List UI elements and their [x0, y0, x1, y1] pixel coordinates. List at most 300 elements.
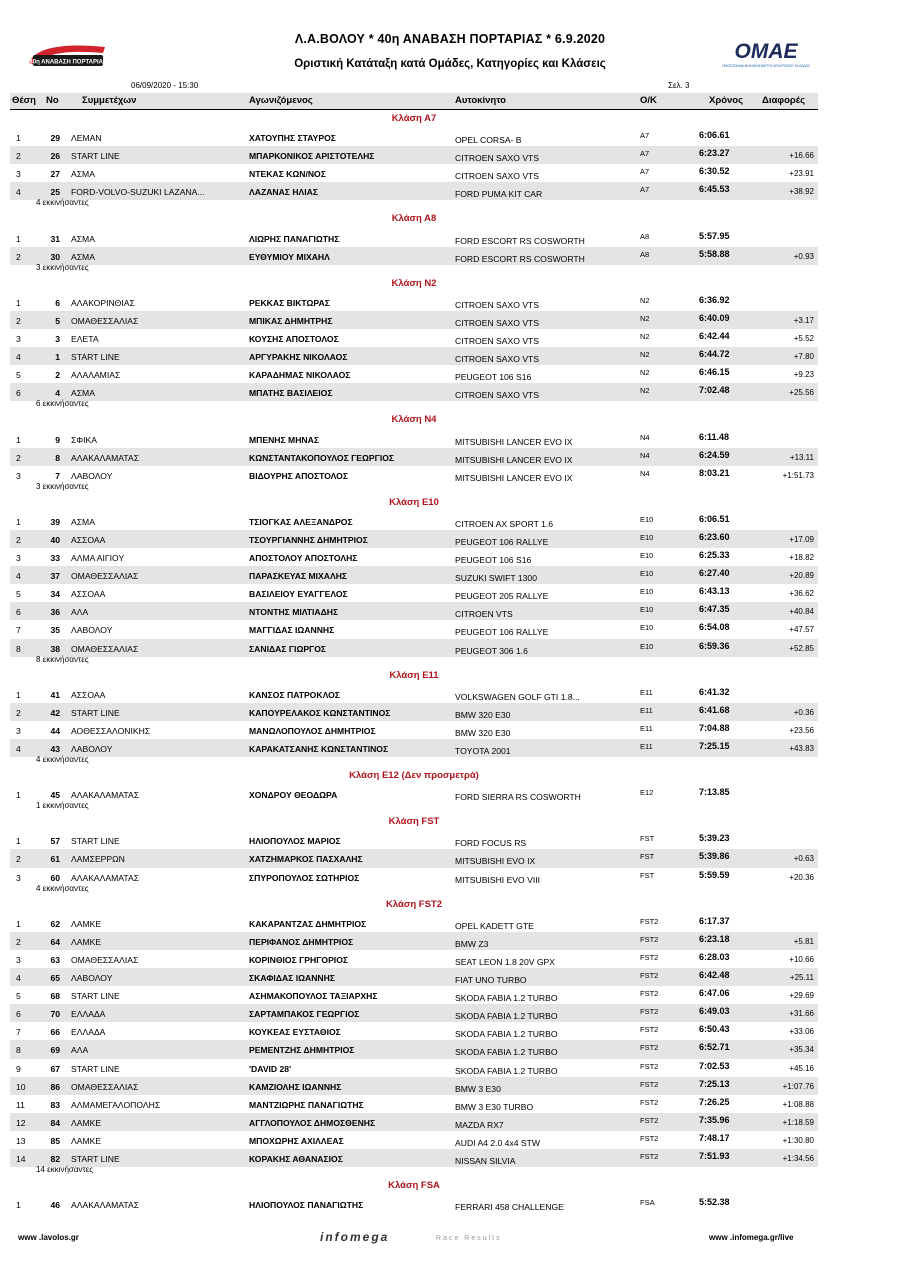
- cell-cls: E10: [640, 623, 654, 633]
- cell-time: 6:52.71: [699, 1042, 730, 1053]
- cell-diff: +1:07.76: [782, 1081, 814, 1091]
- cell-no: 3: [55, 334, 60, 345]
- cell-team: ΛΑΒΟΛΟΥ: [71, 744, 113, 754]
- cell-cls: A7: [640, 185, 650, 195]
- table-row: [10, 1113, 818, 1131]
- cell-pos: 3: [16, 470, 21, 481]
- table-row: [10, 1022, 818, 1040]
- cell-cls: FST2: [640, 952, 659, 962]
- starters-count: [10, 481, 818, 494]
- cell-driver: ΤΣΙΟΓΚΑΣ ΑΛΕΞΑΝΔΡΟΣ: [249, 516, 353, 527]
- cell-team: ΑΛΜΑΜΕΓΑΛΟΠΟΛΗΣ: [71, 1099, 161, 1110]
- cell-no: 1: [55, 352, 60, 363]
- print-date: 06/09/2020 - 15:30: [131, 81, 199, 90]
- cell-car: PEUGEOT 106 S16: [455, 372, 532, 383]
- cell-team: START LINE: [71, 707, 120, 718]
- results-table: [10, 110, 818, 1213]
- cell-no: 5: [55, 315, 60, 326]
- cell-diff: +20.36: [789, 872, 814, 882]
- cell-cls: E11: [640, 742, 653, 751]
- cell-no: 39: [50, 516, 60, 527]
- table-row: [10, 1095, 818, 1113]
- cell-cls: FST2: [640, 1007, 659, 1017]
- starters-label: 8 εκκινήσαντες: [36, 654, 89, 664]
- cell-time: 7:51.93: [699, 1150, 730, 1161]
- header-no: Νο: [46, 95, 59, 106]
- table-row: [10, 831, 818, 849]
- header-diff: Διαφορές: [762, 95, 806, 106]
- cell-diff: +25.11: [789, 973, 814, 983]
- starters-count: [10, 803, 818, 813]
- cell-cls: E10: [640, 532, 654, 542]
- cell-diff: +40.84: [789, 607, 814, 617]
- cell-car: FORD FOCUS RS: [455, 838, 527, 849]
- cell-team: ΑΣΜΑ: [71, 169, 95, 180]
- table-row: [10, 986, 818, 1004]
- starters-label: 4 εκκινήσαντες: [36, 198, 89, 208]
- cell-car: CITROEN SAXO VTS: [455, 153, 540, 164]
- cell-team: ΑΣΣΟΑΑ: [71, 534, 106, 545]
- cell-pos: 10: [16, 1081, 26, 1092]
- table-row: [10, 785, 818, 803]
- cell-time: 6:17.37: [699, 915, 730, 926]
- starters-label: 4 εκκινήσαντες: [36, 883, 89, 893]
- table-row: [10, 849, 818, 867]
- class-heading-label: Κλάση Ε12 (Δεν προσμετρά): [349, 770, 479, 782]
- table-row: [10, 512, 818, 530]
- table-row: [10, 721, 818, 739]
- cell-pos: 4: [16, 352, 21, 363]
- cell-team: FORD-VOLVO-SUZUKI LAZANA...: [71, 187, 205, 198]
- cell-time: 6:47.06: [699, 988, 730, 999]
- cell-pos: 2: [16, 151, 21, 162]
- cell-diff: +0.93: [793, 251, 814, 261]
- cell-team: ΑΟΘΕΣΣΑΛΟΝΙΚΗΣ: [71, 725, 151, 736]
- cell-pos: 3: [16, 553, 21, 564]
- starters-label: 3 εκκινήσαντες: [36, 262, 89, 272]
- cell-no: 31: [50, 233, 60, 244]
- cell-team: ΕΛΕΤΑ: [71, 334, 99, 345]
- class-heading: [10, 1177, 818, 1195]
- cell-team: ΕΛΛΑΔΑ: [71, 1027, 106, 1038]
- cell-pos: 2: [16, 534, 21, 545]
- cell-car: CITROEN SAXO VTS: [455, 336, 540, 347]
- cell-car: CITROEN SAXO VTS: [455, 299, 540, 310]
- cell-driver: ΡΕΚΚΑΣ ΒΙΚΤΩΡΑΣ: [249, 297, 330, 308]
- cell-time: 6:49.03: [699, 1006, 730, 1017]
- svg-text:40η ΑΝΑΒΑΣΗ ΠΟΡΤΑΡΙΑΣ: 40η ΑΝΑΒΑΣΗ ΠΟΡΤΑΡΙΑΣ: [29, 59, 107, 66]
- cell-cls: FST: [640, 870, 655, 880]
- cell-no: 41: [50, 689, 60, 700]
- cell-team: ΛΕΜΑΝ: [71, 133, 102, 144]
- cell-time: 6:44.72: [699, 349, 730, 360]
- cell-time: 6:23.27: [699, 148, 730, 159]
- cell-car: FIAT UNO TURBO: [455, 975, 527, 986]
- cell-team: START LINE: [71, 1063, 120, 1074]
- cell-no: 26: [50, 151, 60, 162]
- cell-team: ΟΜΑΘΕΣΣΑΛΙΑΣ: [71, 571, 139, 582]
- cell-no: 43: [50, 744, 60, 754]
- cell-driver: ΜΠΑΡΚΟΝΙΚΟΣ ΑΡΙΣΤΟΤΕΛΗΣ: [249, 151, 375, 162]
- cell-cls: FST2: [640, 1079, 659, 1089]
- cell-diff: +13.11: [789, 452, 814, 462]
- cell-team: START LINE: [71, 991, 120, 1002]
- cell-team: ΑΣΜΑ: [71, 233, 95, 244]
- cell-time: 5:39.86: [699, 851, 730, 862]
- page-title: Λ.Α.ΒΟΛΟΥ * 40η ΑΝΑΒΑΣΗ ΠΟΡΤΑΡΙΑΣ * 6.9.2020: [294, 32, 606, 46]
- cell-time: 7:26.25: [699, 1096, 730, 1107]
- cell-no: 62: [50, 918, 60, 929]
- cell-driver: ΑΓΓΛΟΠΟΥΛΟΣ ΔΗΜΟΣΘΕΝΗΣ: [249, 1117, 376, 1128]
- cell-car: MITSUBISHI LANCER EVO IX: [455, 436, 573, 447]
- cell-driver: ΤΣΟΥΡΓΙΑΝΝΗΣ ΔΗΜΗΤΡΙΟΣ: [249, 534, 368, 545]
- cell-car: MITSUBISHI EVO VIII: [455, 874, 540, 885]
- cell-pos: 9: [16, 1063, 21, 1074]
- cell-driver: ΒΙΔΟΥΡΗΣ ΑΠΟΣΤΟΛΟΣ: [249, 470, 349, 481]
- class-heading: [10, 210, 818, 228]
- cell-team: ΑΛΑΚΑΛΑΜΑΤΑΣ: [71, 1200, 140, 1211]
- cell-pos: 5: [16, 991, 21, 1002]
- cell-pos: 7: [16, 625, 21, 636]
- cell-diff: +23.91: [789, 169, 814, 179]
- cell-car: SKODA FABIA 1.2 TURBO: [455, 1011, 558, 1022]
- cell-pos: 3: [16, 725, 21, 736]
- cell-driver: ΜΠΙΚΑΣ ΔΗΜΗΤΡΗΣ: [249, 315, 333, 326]
- cell-time: 6:41.68: [699, 704, 730, 715]
- cell-team: START LINE: [71, 352, 120, 363]
- table-row: [10, 146, 818, 164]
- class-heading: [10, 411, 818, 429]
- cell-pos: 3: [16, 169, 21, 180]
- cell-time: 6:50.43: [699, 1024, 730, 1035]
- cell-no: 2: [55, 370, 60, 381]
- cell-pos: 2: [16, 854, 21, 865]
- cell-time: 5:58.88: [699, 248, 730, 259]
- cell-team: ΛΑΒΟΛΟΥ: [71, 973, 113, 984]
- cell-team: ΑΛΑ: [71, 607, 89, 618]
- cell-no: 40: [50, 534, 60, 545]
- cell-cls: FST2: [640, 1133, 659, 1143]
- cell-diff: +45.16: [789, 1063, 814, 1073]
- cell-diff: +29.69: [789, 991, 814, 1001]
- table-row: [10, 164, 818, 182]
- starters-label: 4 εκκινήσαντες: [36, 755, 89, 765]
- cell-diff: +9.23: [793, 370, 814, 380]
- cell-time: 6:11.48: [699, 431, 730, 442]
- cell-time: 6:24.59: [699, 449, 730, 460]
- cell-cls: A7: [640, 149, 650, 159]
- class-heading-label: Κλάση FST2: [385, 898, 443, 910]
- cell-cls: A8: [640, 231, 650, 241]
- cell-pos: 6: [16, 607, 21, 618]
- page-number: Σελ. 3: [668, 81, 690, 90]
- header-driver: Αγωνιζόμενος: [249, 95, 313, 106]
- cell-no: 4: [55, 388, 60, 399]
- cell-diff: +43.83: [789, 744, 814, 753]
- cell-car: MAZDA RX7: [455, 1119, 504, 1130]
- cell-pos: 2: [16, 315, 21, 326]
- cell-diff: +16.66: [789, 151, 814, 161]
- cell-diff: +1:51.73: [782, 470, 814, 480]
- cell-car: PEUGEOT 106 RALLYE: [455, 627, 549, 638]
- cell-team: START LINE: [71, 836, 120, 847]
- cell-cls: FST2: [640, 971, 659, 981]
- svg-text:ΟΜΟΣΠΟΝΔΙΑ ΜΗΧΑΝΟΚΙΝΗΤΟΥ ΑΘΛΗΤ: ΟΜΟΣΠΟΝΔΙΑ ΜΗΧΑΝΟΚΙΝΗΤΟΥ ΑΘΛΗΤΙΣΜΟΥ ΕΛΛΑΔΟΣ: [722, 64, 810, 68]
- table-row: [10, 868, 818, 886]
- cell-team: ΟΜΑΘΕΣΣΑΛΙΑΣ: [71, 643, 139, 654]
- cell-pos: 6: [16, 388, 21, 399]
- cell-driver: ΚΑΡΑΔΗΜΑΣ ΝΙΚΟΛΑΟΣ: [249, 370, 351, 381]
- cell-driver: ΑΡΓΥΡΑΚΗΣ ΝΙΚΟΛΑΟΣ: [249, 352, 348, 363]
- cell-no: 86: [50, 1081, 60, 1092]
- table-row: [10, 968, 818, 986]
- class-heading: [10, 494, 818, 512]
- cell-diff: +35.34: [789, 1045, 814, 1055]
- infomega-logo: [320, 1230, 530, 1244]
- cell-time: 5:57.95: [699, 230, 730, 241]
- cell-pos: 3: [16, 872, 21, 883]
- cell-driver: ΚΟΥΣΗΣ ΑΠΟΣΤΟΛΟΣ: [249, 334, 339, 345]
- starters-count: [10, 883, 818, 896]
- cell-car: FORD PUMA KIT CAR: [455, 189, 543, 200]
- cell-team: ΛΑΜΚΕ: [71, 1135, 102, 1146]
- cell-diff: +0.63: [793, 854, 814, 864]
- table-row: [10, 182, 818, 200]
- class-heading-label: Κλάση Α7: [391, 113, 437, 124]
- cell-pos: 14: [16, 1153, 26, 1164]
- cell-driver: ΜΠΟΧΩΡΗΣ ΑΧΙΛΛΕΑΣ: [249, 1135, 344, 1146]
- cell-driver: ΚΑΝΣΟΣ ΠΑΤΡΟΚΛΟΣ: [249, 689, 340, 700]
- class-heading-label: Κλάση Α8: [391, 213, 437, 225]
- cell-team: ΛΑΜΣΕΡΡΩΝ: [71, 854, 125, 865]
- cell-driver: ΣΠΥΡΟΠΟΥΛΟΣ ΣΩΤΗΡΙΟΣ: [249, 872, 360, 883]
- cell-driver: ΚΟΥΚΕΑΣ ΕΥΣΤΑΘΙΟΣ: [249, 1027, 341, 1038]
- cell-pos: 1: [16, 1200, 21, 1211]
- cell-car: BMW 320 E30: [455, 727, 511, 738]
- class-heading: [10, 896, 818, 914]
- cell-driver: ΛΑΖΑΝΑΣ ΗΛΙΑΣ: [249, 187, 319, 198]
- cell-car: CITROEN SAXO VTS: [455, 390, 540, 401]
- cell-driver: ΛΙΩΡΗΣ ΠΑΝΑΓΙΩΤΗΣ: [249, 233, 340, 244]
- cell-cls: E10: [640, 587, 654, 597]
- cell-time: 6:42.44: [699, 331, 730, 342]
- cell-driver: ΜΠΑΤΗΣ ΒΑΣΙΛΕΙΟΣ: [249, 388, 333, 399]
- table-row: [10, 584, 818, 602]
- cell-diff: +1:18.59: [782, 1117, 814, 1127]
- cell-team: ΑΣΣΟΑΑ: [71, 689, 106, 700]
- cell-driver: ΣΑΝΙΔΑΣ ΓΙΩΡΓΟΣ: [249, 643, 327, 654]
- footer-left-url[interactable]: www .lavolos.gr: [18, 1233, 79, 1242]
- cell-cls: A7: [640, 167, 650, 177]
- class-heading: [10, 275, 818, 293]
- table-row: [10, 602, 818, 620]
- footer-right-url[interactable]: www .infomega.gr/live: [709, 1233, 794, 1242]
- cell-driver: ΑΠΟΣΤΟΛΟΥ ΑΠΟΣΤΟΛΗΣ: [249, 553, 358, 564]
- table-row: [10, 620, 818, 638]
- cell-no: 69: [50, 1045, 60, 1056]
- table-row: [10, 566, 818, 584]
- cell-pos: 4: [16, 187, 21, 198]
- cell-time: 6:23.18: [699, 933, 730, 944]
- cell-time: 6:27.40: [699, 568, 730, 579]
- cell-time: 6:41.32: [699, 686, 730, 697]
- class-heading: [10, 110, 818, 128]
- cell-time: 6:30.52: [699, 166, 730, 177]
- cell-time: 6:06.51: [699, 513, 730, 524]
- cell-no: 42: [50, 707, 60, 718]
- cell-time: 6:45.53: [699, 184, 730, 195]
- cell-no: 64: [50, 936, 60, 947]
- starters-count: [10, 401, 818, 411]
- cell-no: 7: [55, 470, 60, 481]
- cell-car: SKODA FABIA 1.2 TURBO: [455, 1065, 558, 1076]
- cell-pos: 5: [16, 589, 21, 600]
- cell-driver: ΣΑΡΤΑΜΠΑΚΟΣ ΓΕΩΡΓΙΟΣ: [249, 1009, 360, 1020]
- cell-cls: N2: [640, 350, 650, 360]
- cell-no: 25: [50, 187, 60, 198]
- cell-team: ΑΛΑΚΑΛΑΜΑΤΑΣ: [71, 452, 140, 463]
- class-heading-label: Κλάση Ν4: [391, 414, 437, 426]
- cell-diff: +0.36: [793, 707, 814, 717]
- starters-count: [10, 200, 818, 210]
- cell-diff: +5.52: [793, 334, 814, 344]
- table-row: [10, 365, 818, 383]
- starters-label: 6 εκκινήσαντες: [36, 399, 89, 409]
- cell-car: MITSUBISHI LANCER EVO IX: [455, 472, 573, 483]
- cell-time: 6:25.33: [699, 550, 730, 561]
- cell-car: PEUGEOT 205 RALLYE: [455, 591, 549, 602]
- cell-no: 38: [50, 643, 60, 654]
- cell-car: VOLKSWAGEN GOLF GTI 1.8...: [455, 691, 580, 702]
- table-row: [10, 530, 818, 548]
- cell-cls: N2: [640, 386, 650, 396]
- cell-no: 84: [50, 1117, 60, 1128]
- cell-diff: +17.09: [789, 534, 814, 544]
- cell-no: 30: [50, 251, 60, 262]
- class-heading-label: Κλάση Ν2: [391, 277, 437, 289]
- cell-car: SEAT LEON 1.8 20V GPX: [455, 956, 555, 967]
- class-heading-label: Κλάση FSA: [388, 1180, 440, 1192]
- cell-car: BMW Z3: [455, 938, 489, 949]
- cell-no: 33: [50, 553, 60, 564]
- cell-driver: ΝΤΕΚΑΣ ΚΩΝ/ΝΟΣ: [249, 169, 326, 180]
- cell-team: ΣΦΙΚΑ: [71, 434, 98, 445]
- cell-diff: +36.62: [789, 589, 814, 599]
- table-row: [10, 739, 818, 757]
- cell-cls: FST2: [640, 1151, 659, 1161]
- cell-diff: +47.57: [789, 625, 814, 635]
- cell-team: ΑΣΣΟΑΑ: [71, 589, 106, 600]
- cell-car: BMW 320 E30: [455, 709, 511, 720]
- cell-time: 7:02.48: [699, 385, 730, 396]
- cell-car: OPEL KADETT GTE: [455, 920, 534, 931]
- class-heading-label: Κλάση Ε11: [389, 669, 439, 681]
- cell-team: START LINE: [71, 1153, 120, 1164]
- cell-team: ΑΛΑΚΑΛΑΜΑΤΑΣ: [71, 872, 140, 883]
- starters-count: [10, 262, 818, 275]
- cell-time: 6:59.36: [699, 640, 730, 651]
- table-row: [10, 293, 818, 311]
- cell-no: 36: [50, 607, 60, 618]
- cell-pos: 13: [16, 1135, 26, 1146]
- cell-diff: +52.85: [789, 643, 814, 653]
- cell-no: 9: [55, 434, 60, 445]
- cell-car: CITROEN SAXO VTS: [455, 317, 540, 328]
- starters-count: [10, 654, 818, 667]
- cell-team: ΛΑΒΟΛΟΥ: [71, 470, 113, 481]
- cell-cls: FST2: [640, 989, 659, 999]
- cell-cls: A7: [640, 131, 650, 141]
- cell-no: 68: [50, 991, 60, 1002]
- cell-diff: +1:34.56: [782, 1153, 814, 1163]
- cell-diff: +25.56: [789, 388, 814, 398]
- cell-cls: N4: [640, 450, 650, 460]
- cell-pos: 11: [16, 1099, 25, 1110]
- cell-pos: 4: [16, 973, 21, 984]
- cell-car: BMW 3 E30 TURBO: [455, 1101, 534, 1112]
- cell-cls: E11: [640, 687, 653, 697]
- svg-text:ΟΜΑΕ: ΟΜΑΕ: [734, 40, 798, 63]
- cell-team: ΛΑΜΚΕ: [71, 936, 102, 947]
- cell-driver: ΗΛΙΟΠΟΥΛΟΣ ΠΑΝΑΓΙΩΤΗΣ: [249, 1200, 364, 1211]
- cell-cls: E10: [640, 569, 654, 579]
- cell-team: ΑΛΑΛΑΜΙΑΣ: [71, 370, 121, 381]
- cell-car: MITSUBISHI EVO IX: [455, 856, 536, 867]
- cell-pos: 1: [16, 133, 21, 144]
- cell-time: 7:04.88: [699, 722, 730, 733]
- cell-car: PEUGEOT 106 S16: [455, 555, 532, 566]
- cell-driver: ΚΑΚΑΡΑΝΤΖΑΣ ΔΗΜΗΤΡΙΟΣ: [249, 918, 367, 929]
- cell-diff: +5.81: [793, 936, 814, 946]
- cell-team: ΑΣΜΑ: [71, 251, 95, 262]
- page-subtitle: Οριστική Κατάταξη κατά Ομάδες, Κατηγορίες και Κλάσεις: [294, 58, 606, 70]
- cell-pos: 8: [16, 643, 21, 654]
- cell-diff: +23.56: [789, 725, 814, 735]
- cell-car: NISSAN SILVIA: [455, 1155, 516, 1166]
- cell-team: ΑΣΜΑ: [71, 388, 95, 399]
- cell-time: 6:36.92: [699, 294, 730, 305]
- cell-cls: N4: [640, 432, 650, 442]
- cell-car: SKODA FABIA 1.2 TURBO: [455, 1029, 558, 1040]
- table-row: [10, 1040, 818, 1058]
- cell-driver: ΧΟΝΔΡΟΥ ΘΕΟΔΩΡΑ: [249, 790, 338, 801]
- cell-car: CITROEN AX SPORT 1.6: [455, 518, 554, 529]
- cell-diff: +18.82: [789, 553, 814, 563]
- cell-driver: 'DAVID 28': [249, 1063, 292, 1074]
- header-pos: Θέση: [12, 95, 36, 106]
- cell-car: SUZUKI SWIFT 1300: [455, 573, 537, 584]
- cell-no: 6: [55, 297, 60, 308]
- header-time: Χρόνος: [709, 95, 744, 106]
- header-team: Συμμετέχων: [82, 95, 137, 106]
- cell-cls: FST2: [640, 1097, 659, 1107]
- cell-time: 6:42.48: [699, 970, 730, 981]
- cell-cls: A8: [640, 249, 650, 259]
- cell-car: CITROEN VTS: [455, 609, 513, 620]
- cell-cls: E10: [640, 551, 654, 561]
- cell-cls: E10: [640, 514, 654, 524]
- cell-pos: 1: [16, 689, 21, 700]
- table-row: [10, 548, 818, 566]
- cell-pos: 8: [16, 1045, 21, 1056]
- cell-driver: ΡΕΜΕΝΤΖΗΣ ΔΗΜΗΤΡΙΟΣ: [249, 1045, 355, 1056]
- cell-driver: ΣΚΑΦΙΔΑΣ ΙΩΑΝΝΗΣ: [249, 973, 335, 984]
- cell-driver: ΗΛΙΟΠΟΥΛΟΣ ΜΑΡΙΟΣ: [249, 836, 341, 847]
- cell-pos: 3: [16, 954, 21, 965]
- cell-pos: 1: [16, 918, 21, 929]
- starters-count: [10, 1167, 818, 1177]
- cell-driver: ΚΩΝΣΤΑΝΤΑΚΟΠΟΥΛΟΣ ΓΕΩΡΓΙΟΣ: [249, 452, 395, 463]
